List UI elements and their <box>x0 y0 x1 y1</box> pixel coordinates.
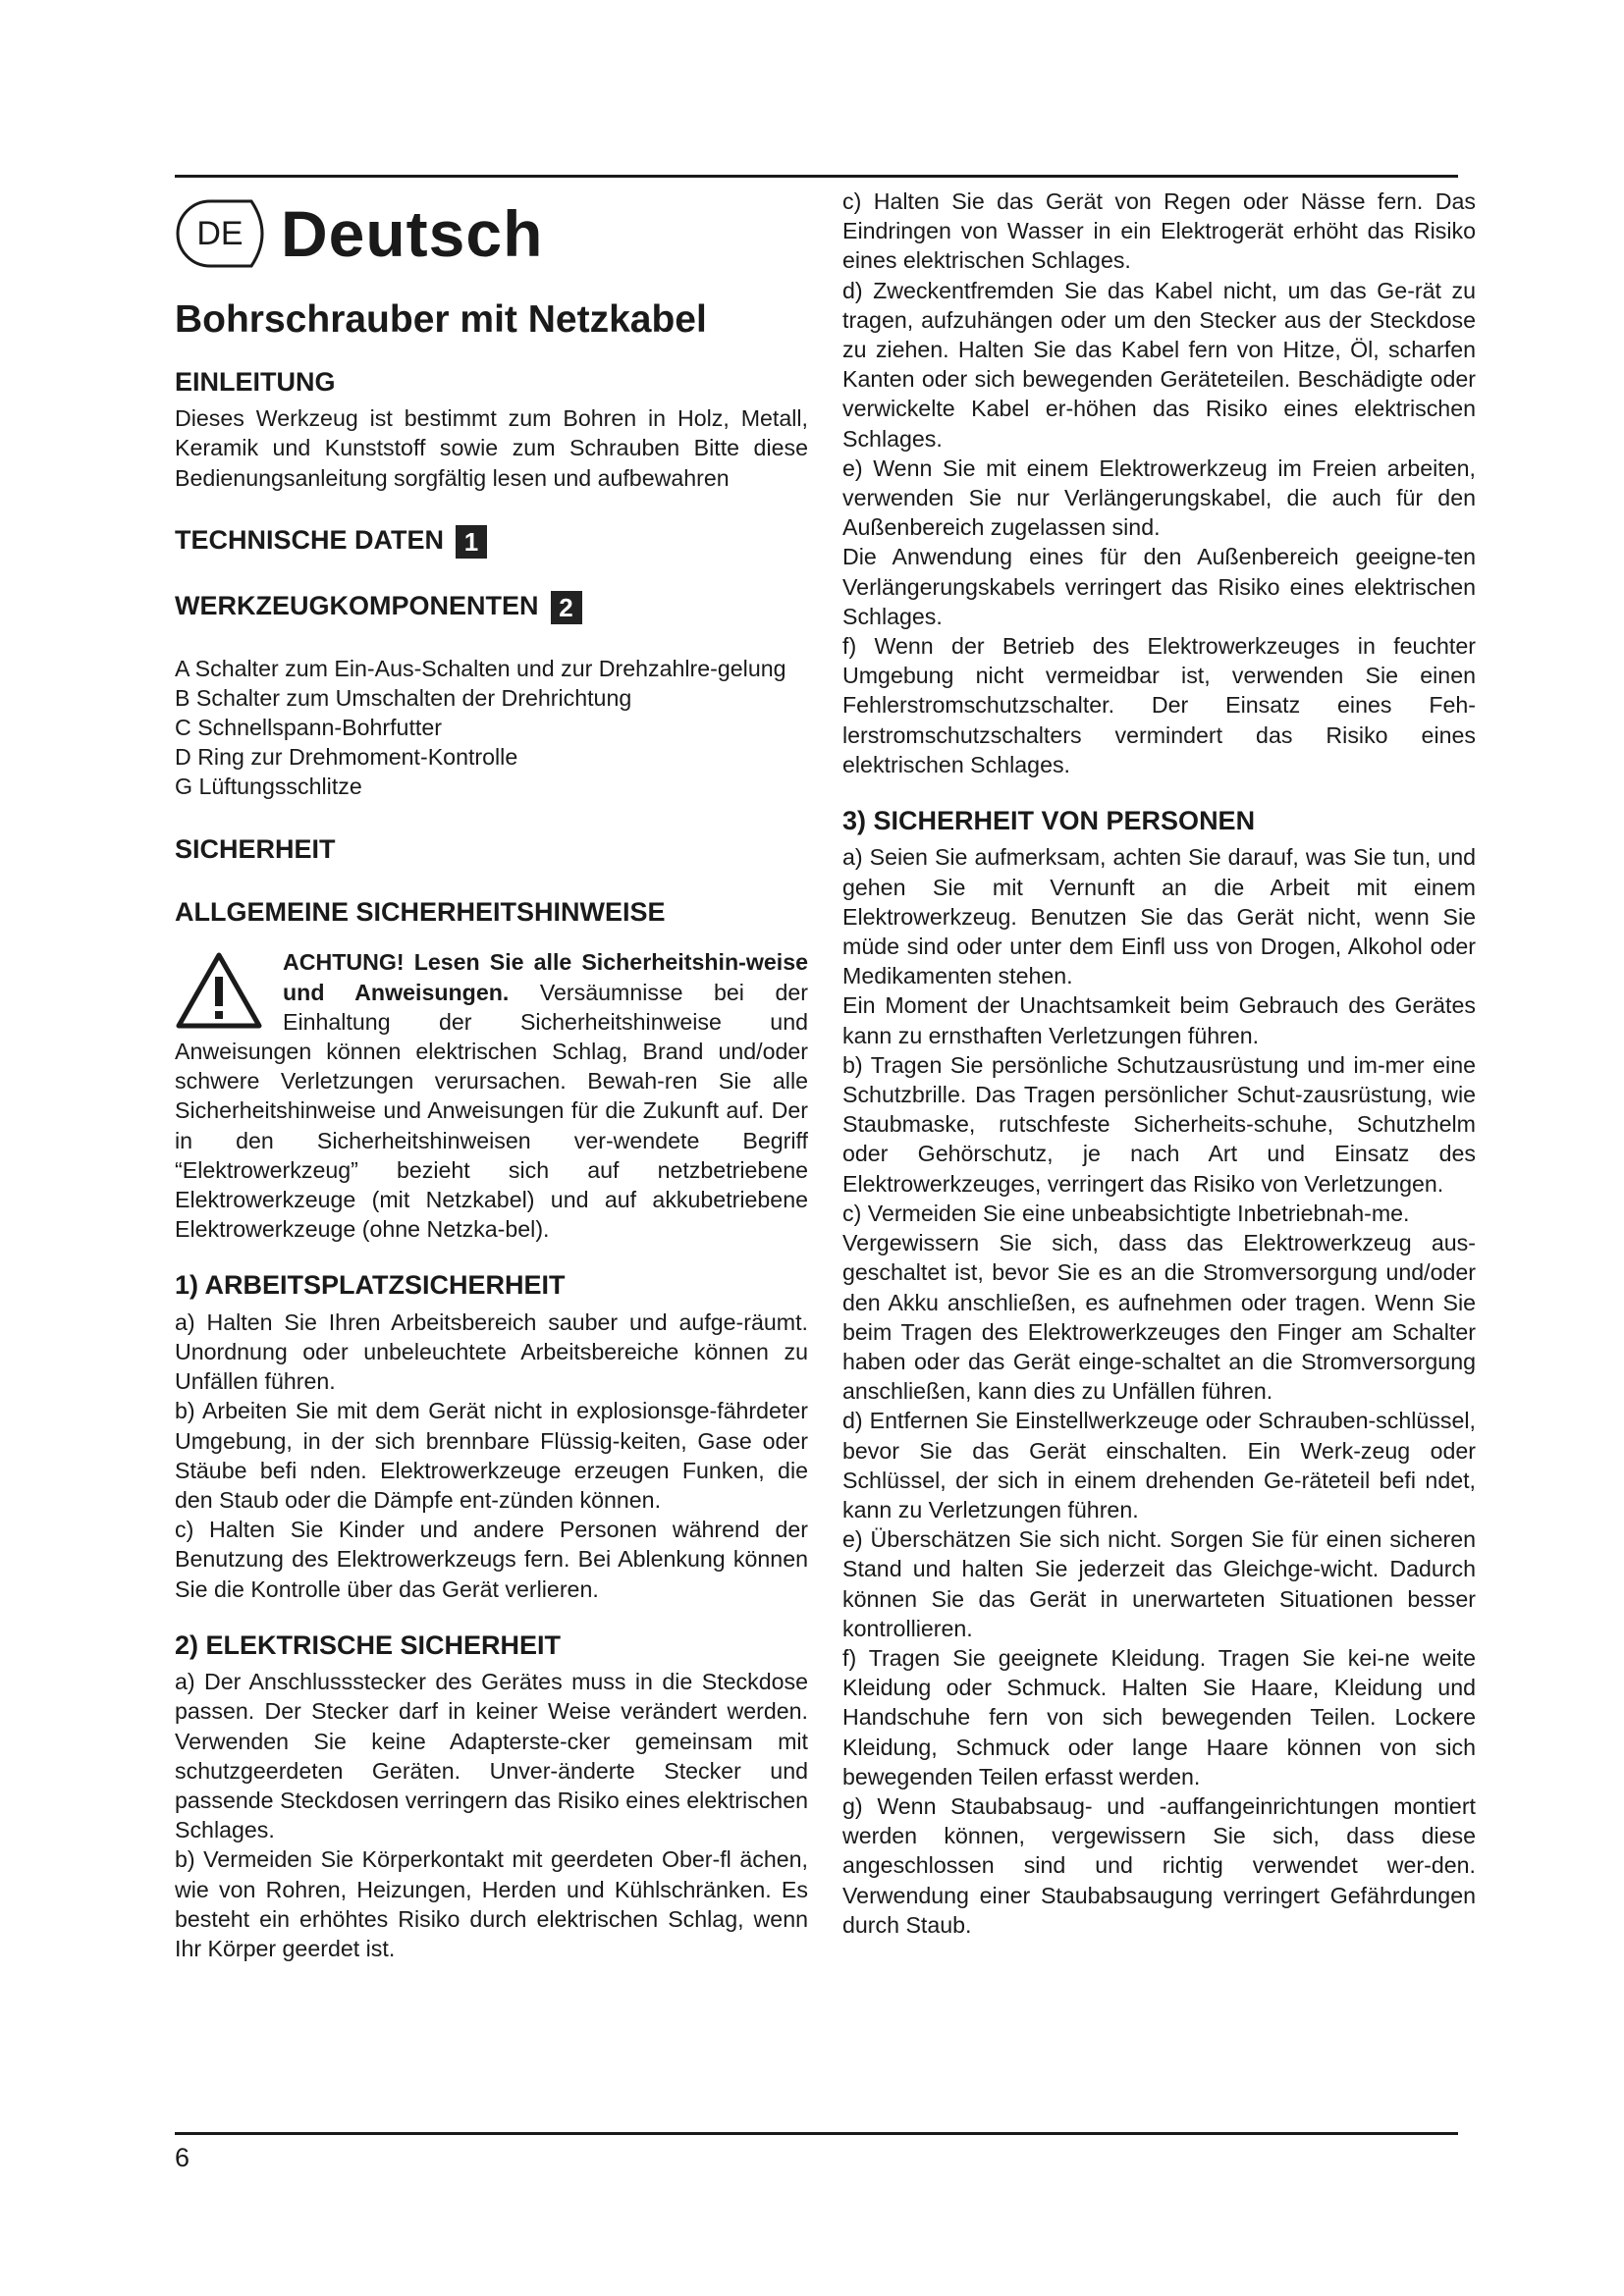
electrical-safety-d: d) Zweckentfremden Sie das Kabel nicht, um das Ge-rät zu tragen, aufzuhängen oder um den Stecker aus der Steckdose zu ziehen. Halten Sie das Kabel fern von Hitze, Öl, scharfen Kanten oder sich bewegenden Geräteteilen. Beschädigte oder verwickelte Kabel er-höhen das Risiko eines elektrischen Schlages. <box>842 277 1476 452</box>
personal-safety-a: a) Seien Sie aufmerksam, achten Sie darauf, was Sie tun, und gehen Sie mit Vernunft an die Arbeit mit einem Elektrowerkzeug. Benutzen Sie das Gerät nicht, wenn Sie müde sind oder unter dem Einfl uss von Drogen, Alkohol oder Medikamenten stehen. <box>842 844 1476 989</box>
electrical-safety-b: b) Vermeiden Sie Körperkontakt mit geerdeten Ober-fl ächen, wie von Rohren, Heizungen, Herden und Kühlschränken. Es besteht ein erhöhtes Risiko durch elektrischen Schlag, wenn Ihr Körper geerdet ist. <box>175 1846 808 1962</box>
workplace-safety-c: c) Halten Sie Kinder und andere Personen während der Benutzung des Elektrowerkzeugs fern. Bei Ablenkung können Sie die Kontrolle über das Gerät verlieren. <box>175 1517 808 1602</box>
list-item: D Ring zur Drehmoment-Kontrolle <box>175 744 518 771</box>
general-safety-heading: ALLGEMEINE SICHERHEITSHINWEISE <box>175 897 666 927</box>
electrical-safety-a: a) Der Anschlussstecker des Gerätes muss in die Steckdose passen. Der Stecker darf in keiner Weise verändert werden. Verwenden Sie keine Adapterste-cker gemeinsam mit schutzgeerdeten Geräten. Unver-änderte Stecker und passende Steckdosen verringern das Risiko eines elektrischen Schlages. <box>175 1669 808 1843</box>
language-header <box>175 185 808 283</box>
language-code: DE <box>196 215 244 252</box>
language-name: Deutsch <box>281 197 544 270</box>
top-rule <box>175 175 1458 178</box>
list-item: B Schalter zum Umschalten der Drehrichtung <box>175 684 632 711</box>
workplace-safety-a: a) Halten Sie Ihren Arbeitsbereich sauber und aufge-räumt. Unordnung oder unbeleuchtete Arbeitsbereiche können zu Unfällen führen. <box>175 1308 808 1395</box>
personal-safety-c-continued: Vergewissern Sie sich, dass das Elektrowerkzeug aus-geschaltet ist, bevor Sie es an die Stromversorgung und/oder den Akku anschließen, es aufnehmen oder tragen. Wenn Sie beim Tragen des Elektrowerkzeuges den Finger am Schalter haben oder das Gerät einge-schaltet an die Stromversorgung anschließen, kann dies zu Unfällen führen. <box>842 1230 1476 1405</box>
warning-triangle-icon <box>175 951 263 1030</box>
warning-block <box>175 947 808 1244</box>
tech-data-heading-label: TECHNISCHE DATEN <box>175 524 445 555</box>
personal-safety-a-continued: Ein Moment der Unachtsamkeit beim Gebrauch des Gerätes kann zu ernsthaften Verletzungen führen. <box>842 992 1476 1048</box>
personal-safety-d: d) Entfernen Sie Einstellwerkzeuge oder Schrauben-schlüssel, bevor Sie das Gerät einschalten. Ein Werk-zeug oder Schlüssel, der sich in einem drehenden Ge-räteteil befi ndet, kann zu Verletzungen führen. <box>842 1408 1476 1522</box>
intro-heading: EINLEITUNG <box>175 366 336 397</box>
language-badge <box>175 198 277 269</box>
figure-number-badge-1: 1 <box>456 525 487 559</box>
electrical-safety-heading: 2) ELEKTRISCHE SICHERHEIT <box>175 1629 562 1660</box>
components-list <box>175 654 808 802</box>
warning-bold: ACHTUNG! Lesen Sie alle Sicherheitshin-weise und Anweisungen. <box>283 949 808 1005</box>
electrical-safety-c: c) Halten Sie das Gerät von Regen oder Nässe fern. Das Eindringen von Wasser in ein Elektrogerät erhöht das Risiko eines elektrischen Schlages. <box>842 188 1476 274</box>
document-title: Bohrschrauber mit Netzkabel <box>175 298 707 341</box>
list-item: G Lüftungsschlitze <box>175 774 362 800</box>
workplace-safety-heading: 1) ARBEITSPLATZSICHERHEIT <box>175 1270 566 1301</box>
personal-safety-e: e) Überschätzen Sie sich nicht. Sorgen Sie für einen sicheren Stand und halten Sie jederzeit das Gleichge-wicht. Dadurch können Sie das Gerät in unerwarteten Situationen besser kontrollieren. <box>842 1526 1476 1641</box>
bottom-rule <box>175 2132 1458 2135</box>
electrical-safety-e-continued: Die Anwendung eines für den Außenbereich geeigne-ten Verlängerungskabels verringert das Risiko eines elektrischen Schlages. <box>842 544 1476 629</box>
left-column <box>175 187 808 1963</box>
page-number: 6 <box>175 2143 190 2172</box>
personal-safety-b: b) Tragen Sie persönliche Schutzausrüstung und im-mer eine Schutzbrille. Das Tragen persönlicher Schut-zausrüstung, wie Staubmaske, rutschfeste Sicherheits-schuhe, Schutzhelm oder Gehörschutz, je nach Art und Einsatz des Elektrowerkzeuges, verringert das Risiko von Verletzungen. <box>842 1051 1476 1197</box>
warning-text <box>175 947 808 1244</box>
personal-safety-heading: 3) SICHERHEIT VON PERSONEN <box>842 806 1256 836</box>
warning-body: Versäumnisse bei der Einhaltung der Sicherheitshinweise und Anweisungen können elektrischen Schlag, Brand und/oder schwere Verletzungen verursachen. Bewah-ren Sie alle Sicherheitshinweise und Anweisungen für die Zukunft auf. Der in den Sicherheitshinweisen ver-wendete Begriff “Elektrowerkzeug” bezieht sich auf netzbetriebene Elektrowerkzeuge (mit Netzkabel) und auf akkubetriebene Elektrowerkzeuge (ohne Netzka-bel). <box>175 979 808 1243</box>
tech-data-heading <box>175 524 808 559</box>
personal-safety-g: g) Wenn Staubabsaug- und -auffangeinrichtungen montiert werden können, vergewissern Sie sich, dass diese angeschlossen sind und richtig verwendet wer-den. Verwendung einer Staubabsaugung verringert Gefährdungen durch Staub. <box>842 1792 1476 1938</box>
workplace-safety-b: b) Arbeiten Sie mit dem Gerät nicht in explosionsge-fährdeter Umgebung, in der sich brennbare Flüssig-keiten, Gase oder Stäube befi nden. Elektrowerkzeuge erzeugen Funken, die den Staub oder die Dämpfe ent-zünden können. <box>175 1398 808 1514</box>
intro-text: Dieses Werkzeug ist bestimmt zum Bohren in Holz, Metall, Keramik und Kunststoff sowie zum Schrauben Bitte diese Bedienungsanleitung sorgfältig lesen und aufbewahren <box>175 405 808 491</box>
components-heading <box>175 590 808 624</box>
electrical-safety-e: e) Wenn Sie mit einem Elektrowerkzeug im Freien arbeiten, verwenden Sie nur Verlängerungskabel, die auch für den Außenbereich zugelassen sind. <box>842 454 1476 541</box>
personal-safety-f: f) Tragen Sie geeignete Kleidung. Tragen Sie kei-ne weite Kleidung oder Schmuck. Halten Sie Haare, Kleidung und Handschuhe fern von sich bewegenden Teilen. Lockere Kleidung, Schmuck oder lange Haare können von sich bewegenden Teilen erfasst werden. <box>842 1644 1476 1789</box>
figure-number-badge-2: 2 <box>551 591 582 624</box>
safety-heading: SICHERHEIT <box>175 833 336 864</box>
right-column <box>842 187 1476 1940</box>
personal-safety-c: c) Vermeiden Sie eine unbeabsichtigte Inbetriebnah-me. <box>842 1200 1410 1226</box>
electrical-safety-f: f) Wenn der Betrieb des Elektrowerkzeuges in feuchter Umgebung nicht vermeidbar ist, verwenden Sie einen Fehlerstromschutzschalter. Der Einsatz eines Feh-lerstromschutzschalters vermindert das Risiko eines elektrischen Schlages. <box>842 633 1476 777</box>
list-item: A Schalter zum Ein-Aus-Schalten und zur Drehzahlre-gelung <box>175 655 786 681</box>
components-heading-label: WERKZEUGKOMPONENTEN <box>175 590 539 620</box>
list-item: C Schnellspann-Bohrfutter <box>175 715 442 740</box>
